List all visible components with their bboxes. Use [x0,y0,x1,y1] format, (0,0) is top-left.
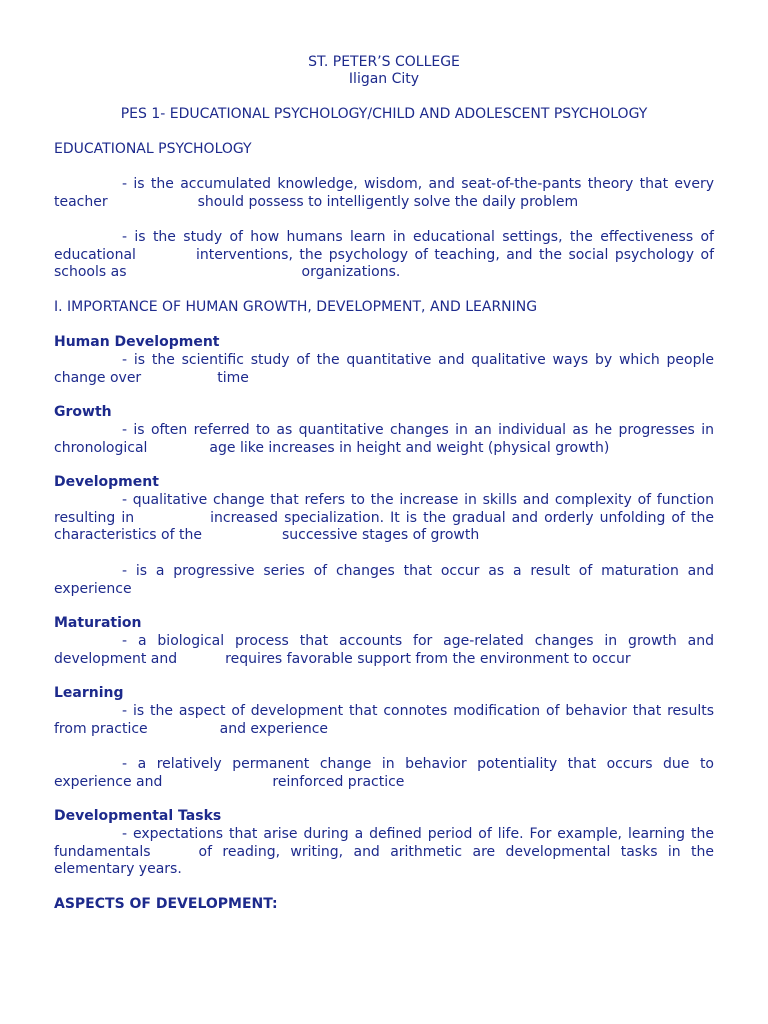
edpsych-def2-part-b: interventions, the psychology of teaching, and the social psychology of schools as [54,246,714,280]
edpsych-def1-part-b: should possess to intelligently solve the daily problem [197,193,579,210]
college-city: Iligan City [348,71,420,87]
edpsych-heading: EDUCATIONAL PSYCHOLOGY [54,141,252,157]
section-1-heading: I. IMPORTANCE OF HUMAN GROWTH, DEVELOPMENT, AND LEARNING [54,299,538,315]
human-dev-def-part-b: time [217,369,249,386]
dev-tasks-def-part-b: of reading, writing, and arithmetic are developmental tasks in the elementary years. [54,843,714,877]
growth-def-part-a: - is often referred to as quantitative changes in an individual as he progresses in chronological [54,422,714,456]
maturation-def-part-a: - a biological process that accounts for age-related changes in growth and development and [54,633,714,667]
aspects-heading: ASPECTS OF DEVELOPMENT: [54,896,278,912]
human-dev-def-part-a: - is the scientific study of the quantitative and qualitative ways by which people change over [54,352,714,386]
edpsych-def2-part-c: organizations. [301,264,401,280]
dev-tasks-def-part-a: - expectations that arise during a defined period of life. For example, learning the fundamentals [54,826,714,860]
maturation-def-part-b: requires favorable support from the environment to occur [225,650,631,667]
developmental-tasks-term: Developmental Tasks [54,808,222,824]
learning-term: Learning [54,685,124,701]
edpsych-definition-1 [54,176,714,211]
learning-definition-2 [54,756,714,791]
college-name-text: ST. PETER’S COLLEGE [308,54,460,70]
maturation-definition [54,633,714,668]
edpsych-def1-part-a: - is the accumulated knowledge, wisdom, and seat-of-the-pants theory that every teacher [54,176,714,210]
course-title: PES 1- EDUCATIONAL PSYCHOLOGY/CHILD AND ADOLESCENT PSYCHOLOGY [120,106,648,122]
learning-def2-part-b: reinforced practice [272,773,405,790]
learning-def1-part-a: - is the aspect of development that connotes modification of behavior that results from practice [54,703,714,737]
growth-def-part-b: age like increases in height and weight (physical growth) [209,439,610,456]
edpsych-definition-2 [54,229,714,282]
learning-def1-part-b: and experience [219,720,329,737]
growth-definition [54,422,714,457]
human-development-definition [54,352,714,387]
development-definition-2: - is a progressive series of changes that occur as a result of maturation and experience [54,563,714,597]
human-development-term: Human Development [54,334,220,350]
college-name [54,54,714,72]
development-def1-part-b: increased specialization. It is the gradual and orderly unfolding of the characteristics of the [54,509,714,543]
development-term: Development [54,474,159,490]
learning-def2-part-a: - a relatively permanent change in behavior potentiality that occurs due to experience and [54,756,714,790]
development-def1-part-a: - qualitative change that refers to the increase in skills and complexity of function resulting in [54,492,714,526]
maturation-term: Maturation [54,615,142,631]
development-definition-1 [54,492,714,545]
development-def1-part-c: successive stages of growth [281,527,480,543]
developmental-tasks-definition [54,826,714,879]
growth-term: Growth [54,404,112,420]
edpsych-def2-part-a: - is the study of how humans learn in educational settings, the effectiveness of educational [54,229,714,263]
learning-definition-1 [54,703,714,738]
